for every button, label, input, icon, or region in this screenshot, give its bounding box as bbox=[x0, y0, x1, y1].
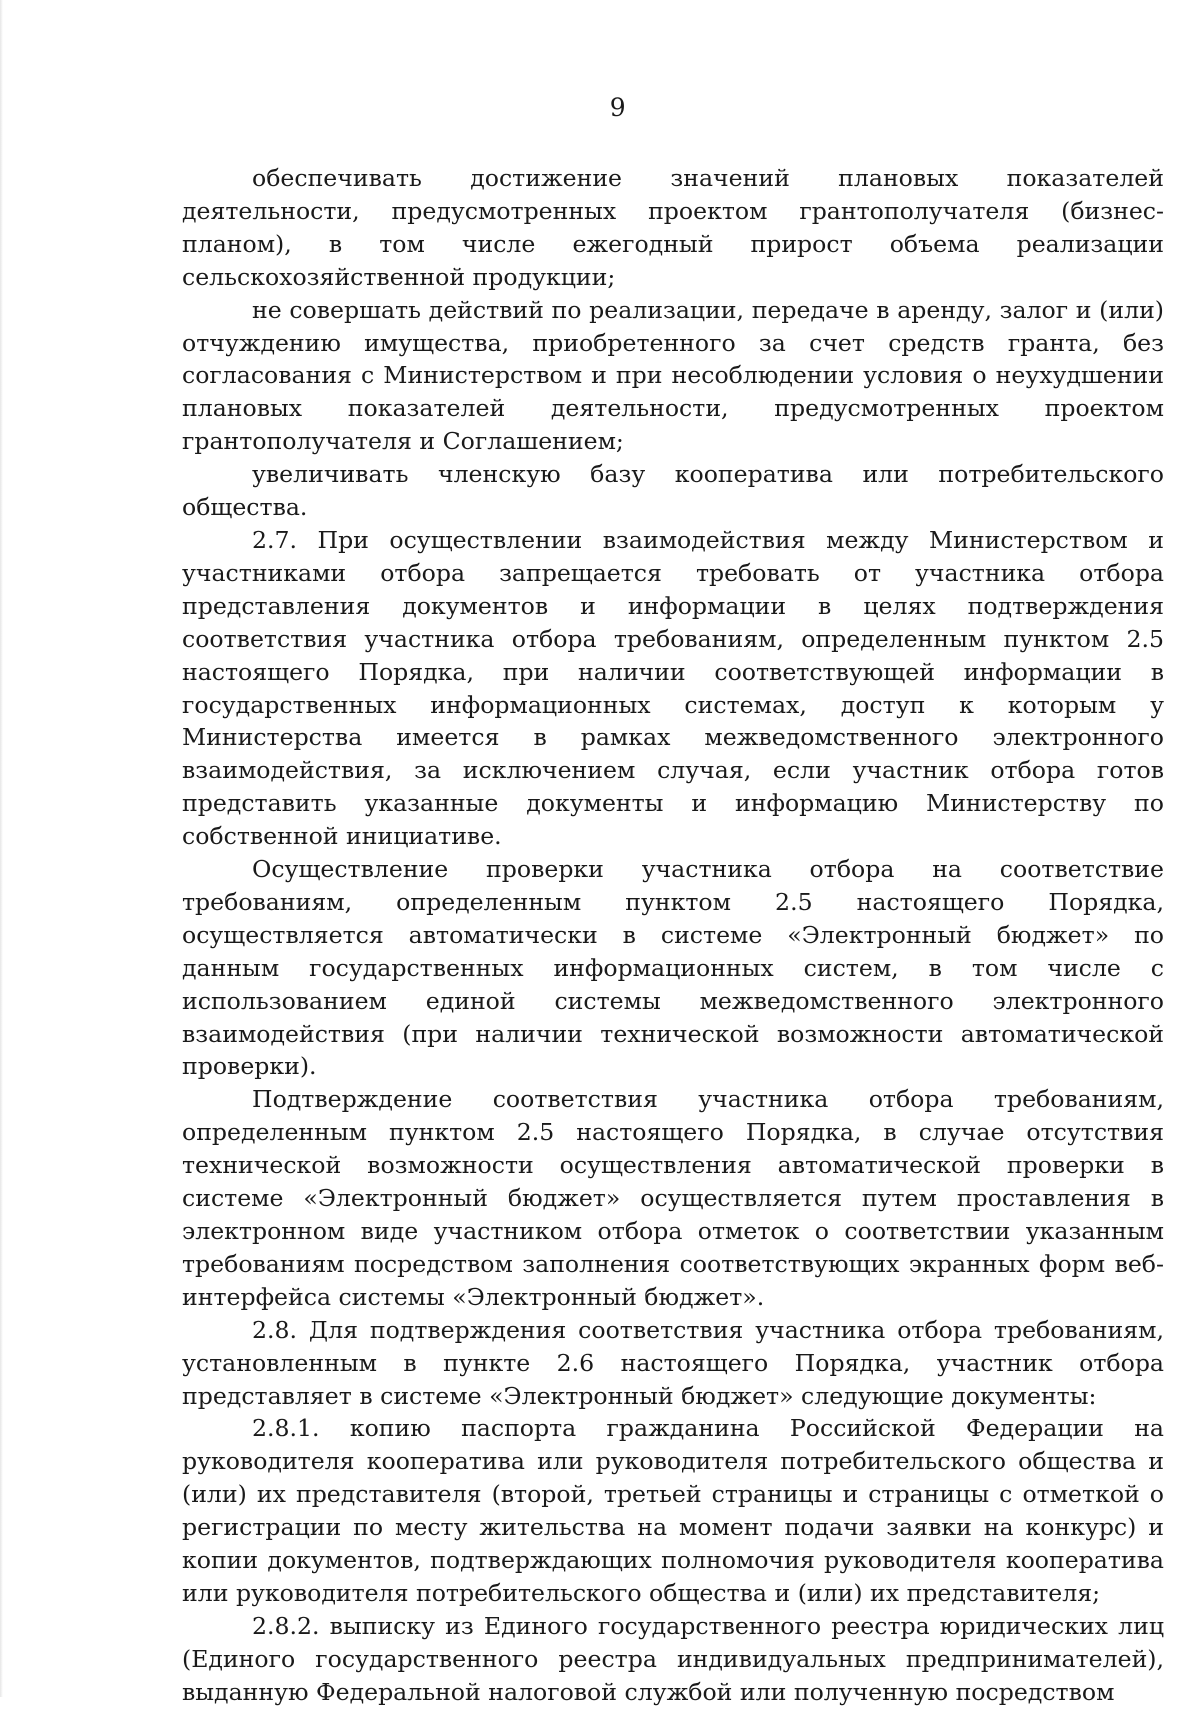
paragraph-section-2-8-1: 2.8.1. копию паспорта гражданина Российской Федерации на руководителя кооператива или руководителя потребительского общества и (или) их представителя (второй, третьей страницы и страницы с отметкой о регистрации по месту жительства на момент подачи заявки на конкурс) и копии документов, подтверждающих полномочия руководителя кооператива или руководителя потребительского общества и (или) их представителя; bbox=[182, 1414, 1164, 1607]
paragraph-section-2-8-2: 2.8.2. выписку из Единого государственного реестра юридических лиц (Единого государственного реестра индивидуальных предпринимателей), выданную Федеральной налоговой службой или полученную посредством bbox=[182, 1611, 1164, 1706]
paragraph-increase-membership: увеличивать членскую базу кооператива или потребительского общества. bbox=[182, 460, 1164, 522]
paragraph-section-2-7: 2.7. При осуществлении взаимодействия между Министерством и участниками отбора запрещается требовать от участника отбора представления документов и информации в целях подтверждения соответствия участника отбора требованиям, определенным пунктом 2.5 настоящего Порядка, при наличии соответствующей информации в государственных информационных системах, доступ к которым у Министерства имеется в рамках межведомственного электронного взаимодействия, за исключением случая, если участник отбора готов представить указанные документы и информацию Министерству по собственной инициативе. bbox=[182, 525, 1164, 851]
paragraph-no-property-disposal: не совершать действий по реализации, передаче в аренду, залог и (или) отчуждению имущества, приобретенного за счет средств гранта, без согласования с Министерством и при несоблюдении условия о неухудшении плановых показателей деятельности, предусмотренных проектом грантополучателя и Соглашением; bbox=[182, 295, 1164, 456]
page-number: 9 bbox=[609, 93, 627, 122]
scan-edge-shadow bbox=[0, 0, 3, 1697]
paragraph-automatic-check: Осуществление проверки участника отбора на соответствие требованиям, определенным пунктом 2.5 настоящего Порядка, осуществляется автоматически в системе «Электронный бюджет» по данным государственных информационных систем, в том числе с использованием единой системы межведомственного электронного взаимодействия (при наличии технической возможности автоматической проверки). bbox=[182, 855, 1164, 1081]
paragraph-manual-confirmation: Подтверждение соответствия участника отбора требованиям, определенным пунктом 2.5 настоящего Порядка, в случае отсутствия технической возможности осуществления автоматической проверки в системе «Электронный бюджет» осуществляется путем проставления в электронном виде участником отбора отметок о соответствии указанным требованиям посредством заполнения соответствующих экранных форм веб-интерфейса системы «Электронный бюджет». bbox=[182, 1085, 1164, 1311]
paragraph-section-2-8: 2.8. Для подтверждения соответствия участника отбора требованиям, установленным в пункте 2.6 настоящего Порядка, участник отбора представляет в системе «Электронный бюджет» следующие документы: bbox=[182, 1315, 1164, 1410]
document-body bbox=[182, 162, 1164, 1709]
paragraph-ensure-indicators: обеспечивать достижение значений плановых показателей деятельности, предусмотренных проектом грантополучателя (бизнес-планом), в том числе ежегодный прирост объема реализации сельскохозяйственной продукции; bbox=[182, 164, 1164, 291]
